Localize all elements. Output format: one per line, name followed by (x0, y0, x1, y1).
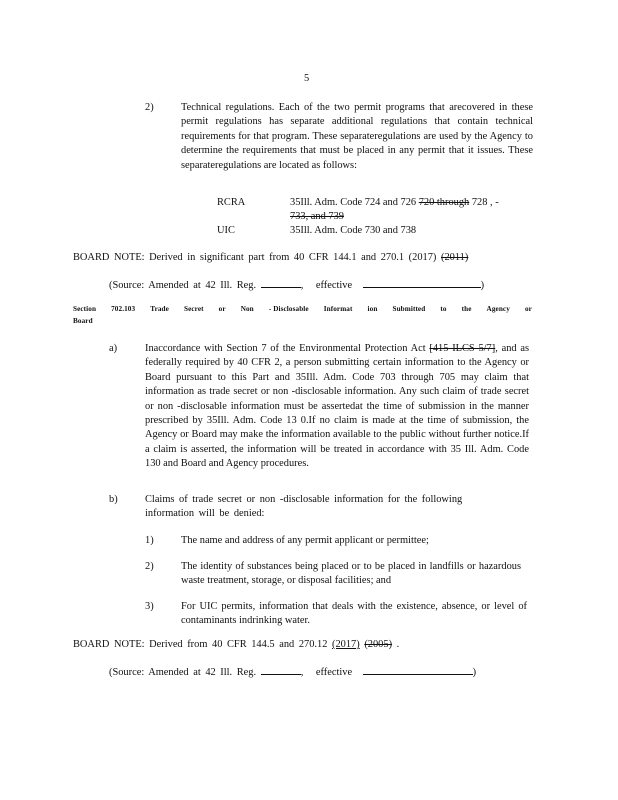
para-b-item-2-text: The identity of substances being placed or to be placed in landfills or hazardous waste treatment, storage, or disposal facilities; and (181, 561, 521, 587)
section-number: 702.103 (111, 305, 136, 313)
source-1-text: (Source: Amended at 42 Ill. Reg. (109, 280, 257, 291)
para-a-strike: [415 ILCS 5/7] (429, 343, 496, 354)
rcra-text-b: 728 , - (471, 197, 499, 208)
para-b-number: b) (109, 494, 118, 505)
section-title-end: Board (73, 317, 93, 325)
uic-label: UIC (217, 225, 235, 236)
section-title-word: Non (240, 305, 254, 313)
section-header (73, 303, 532, 327)
para-a-text (145, 342, 529, 472)
section-title-word: or (524, 305, 532, 313)
para-b-item-1-number: 1) (145, 535, 154, 546)
rcra-text-a: 35Ill. Adm. Code 724 and 726 (290, 197, 417, 208)
board-note-2-end: . (396, 639, 400, 650)
source-1-close: ) (480, 280, 485, 291)
effective-blank-2 (363, 664, 473, 675)
item-2-number: 2) (145, 102, 154, 113)
para-a-number: a) (109, 343, 118, 354)
register-blank-2 (261, 664, 301, 675)
board-note-2-text: BOARD NOTE: Derived from 40 CFR 144.5 and 270.12 (73, 639, 328, 650)
section-title-word: the (461, 305, 472, 313)
uic-codes: 35Ill. Adm. Code 730 and 738 (290, 225, 417, 236)
source-note-2 (109, 664, 476, 680)
rcra-label: RCRA (217, 197, 246, 208)
source-note-1 (109, 277, 484, 293)
item-2-text: Technical regulations. Each of the two permit programs that arecovered in these permit regulations has separate additional regulations that contain technical requirements for that program. These separateregulations are used by the Agency to determine the requirements that must be placed in any permit that it issues. These separateregulations are located as follows: (181, 102, 533, 171)
board-note-2 (73, 638, 399, 652)
source-2-text: (Source: Amended at 42 Ill. Reg. (109, 667, 257, 678)
section-title-word: Agency (486, 305, 510, 313)
section-label: Section (73, 305, 97, 313)
source-1-effective: effective (315, 280, 353, 291)
board-note-2-strike: (2005) (364, 639, 393, 650)
para-a-text-1: Inaccordance with Section 7 of the Environmental Protection Act (145, 343, 426, 354)
para-b-item-3-number: 3) (145, 601, 154, 612)
para-b-item-3-text: For UIC permits, information that deals with the existence, absence, or level of contaminants indrinking water. (181, 601, 527, 627)
section-header-line (73, 303, 532, 315)
source-1-comma: , (300, 280, 304, 291)
effective-blank-1 (363, 277, 481, 288)
rcra-codes (290, 196, 499, 210)
section-title-word: Informat (323, 305, 353, 313)
source-2-comma: , (300, 667, 304, 678)
source-2-effective: effective (315, 667, 353, 678)
board-note-1 (73, 251, 468, 265)
rcra-strike-a: 720 through (418, 197, 470, 208)
register-blank-1 (261, 277, 301, 288)
section-title-word: Submitted (392, 305, 426, 313)
section-title-word: to (440, 305, 447, 313)
board-note-2-underline: (2017) (332, 639, 360, 650)
section-title-word: - Disclosable (268, 305, 309, 313)
rcra-strike-b: 733, and 739 (290, 211, 344, 222)
para-b-item-1-text: The name and address of any permit applicant or permittee; (181, 535, 429, 546)
section-title-word: ion (367, 305, 378, 313)
page-number: 5 (304, 73, 310, 84)
section-title-word: Secret (184, 305, 204, 313)
para-b-item-2-number: 2) (145, 561, 154, 572)
para-b-text: Claims of trade secret or non -disclosable information for the following information will be denied: (145, 494, 463, 520)
board-note-1-text: BOARD NOTE: Derived in significant part from 40 CFR 144.1 and 270.1 (2017) (73, 252, 437, 263)
section-title-word: or (218, 305, 226, 313)
board-note-1-strike: (2011) (441, 252, 469, 263)
section-title-word: Trade (150, 305, 169, 313)
source-2-close: ) (472, 667, 477, 678)
para-a-text-2: , and as federally required by 40 CFR 2, a person submitting certain information to the Agency or Board pursuant to this Part and 35Ill. Adm. Code 703 through 705 may claim that information as trade secret or non -disclosable information. Any such claim of trade secret or non -disclosable information must be assertedat the time of submission in the manner prescribed by 35Ill. Adm. Code 13 0.If no claim is made at the time of submission, the Agency or Board may make the information available to the public without further notice.If a claim is asserted, the information will be treated in accordance with 35 Ill. Adm. Code 130 and Board and Agency procedures. (145, 343, 530, 470)
